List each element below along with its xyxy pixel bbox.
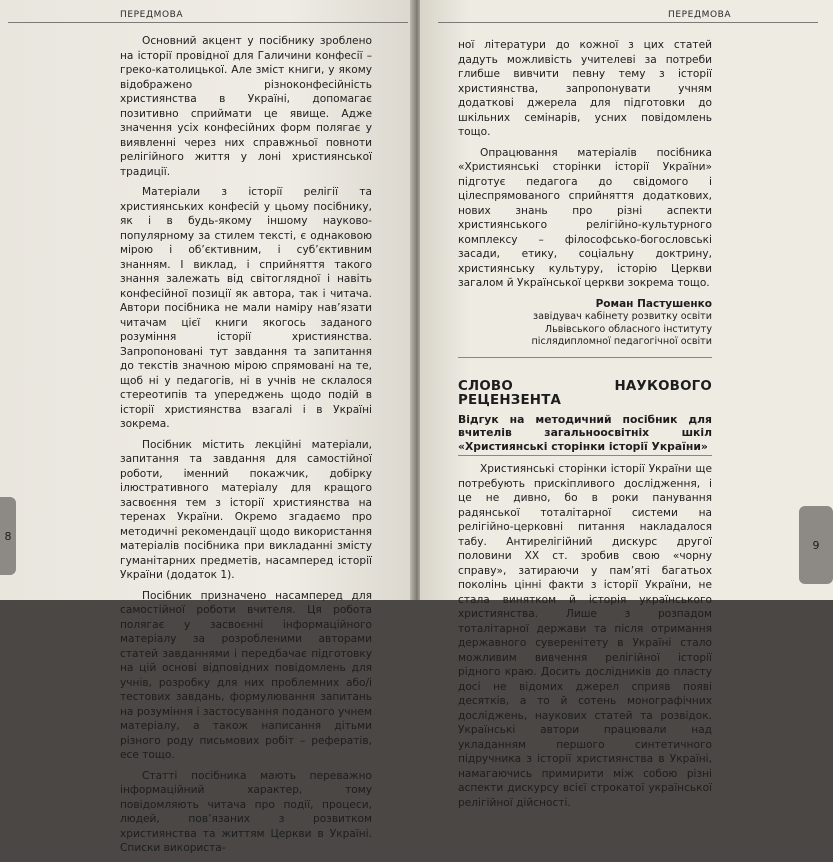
page-number-tab: [799, 506, 833, 584]
running-header: ПЕРЕДМОВА: [120, 10, 184, 20]
paragraph: Матеріали з історії релігії та християнських конфесій у цьому посібнику, як і в будь-якому іншому науково-популярному за стилем тексті, є однаковою мірою і об’єктивним, і суб’єктивним знанням. І виклад, і сприйняття такого знання залежать від світоглядної і навіть конфесійної позиції як автора, так і читача. Автори посібника не мали наміру нав’язати читачам цієї книги якогось заданого розуміння історії християнства. Запропоновані тут завдання та запитання до текстів значною мірою спрямовані на те, щоб ні у педагогів, ні в учнів не склалося стереотипів та упереджень щодо подій в історії християнства взагалі і в Україні зокрема.: [120, 186, 372, 430]
header-rule: [438, 22, 818, 23]
header-rule: [8, 22, 408, 23]
running-header: ПЕРЕДМОВА: [668, 10, 732, 20]
signature-role-line: Львівського обласного інституту: [544, 323, 712, 335]
page-number: 9: [812, 538, 820, 552]
paragraph: Статті посібника мають переважно інформаційний характер, тому повідомляють читача про події, процеси, людей, пов’язаних з розвитком християнства та життям Церкви в Україні. Списки використа-: [120, 769, 372, 854]
signature-role-line: завідувач кабінету розвитку освіти: [533, 311, 712, 322]
signature-name: Роман Пастушенко: [595, 297, 712, 310]
paragraph: Посібник призначено насамперед для самостійної роботи вчителя. Ця робота полягає у засвоєнні інформаційного матеріалу за розробленими авторами статей завданнями і передбачає підготовку на цій основі відповідних повідомлень для учнів, розробку для них проблемних або/і тестових завдань, формулювання запитань на розуміння і застосування поданого учнем матеріалу, а також написання дітьми різного роду письмових робіт – рефератів, есе тощо.: [120, 589, 372, 761]
page-number-tab: [0, 497, 16, 575]
right-page: [420, 0, 833, 809]
signature-role: [458, 311, 712, 349]
paragraph: Основний акцент у посібнику зроблено на історії провідної для Галичини конфесії – греко-католицької. Але зміст книги, у якому відображено різноконфесійність християнства в Україні, допомагає позитивно сприймати це явище. Адже значення усіх конфесійних форм полягає у виявленні через них справжньої повноти релігійного життя у лоні християнської традиції.: [120, 35, 372, 178]
signature-role-line: післядипломної педагогічної освіти: [531, 336, 712, 347]
section-title: СЛОВО НАУКОВОГО РЕЦЕНЗЕНТА: [458, 357, 712, 409]
page-number: 8: [4, 529, 12, 543]
paragraph: Християнські сторінки історії України ще потребують прискіпливого дослідження, і це не дивно, бо в роки панування радянської тоталітарної системи на релігійно-церковні питання накладалося табу. Антирелігійний дискурс другої половини XX ст. зробив свою «чорну справу», затираючи у пам’яті багатьох поколінь цінні факти з історії України, не стала винятком й історія українського християнства. Лише з розпадом тоталітарної держави та після отримання державного суверенітету в Україні стало можливим вивчення релігійної історії рідного краю. Досить дослідників до пласту досі не відомих джерел сприяв появі десятків, а то й сотень монографічних досліджень, наукових статей та розвідок. Українські автори працювали над укладанням першого синтетичного підручника з історії християнства в Україні, намагаючись примирити між собою різні аспекти дискурсу всієї строкатої української релігійної дійсності.: [458, 463, 712, 809]
left-page-body: [120, 34, 372, 862]
paragraph: Посібник містить лекційні матеріали, запитання та завдання для самостійної роботи, іменний покажчик, добірку ілюстративного матеріалу для кращого засвоєння тем з історії християнства на теренах України. Окремо згадаємо про методичні рекомендації щодо використання матеріалів посібника при викладанні змісту гуманітарних предметів, насамперед історії України (додаток 1).: [120, 438, 372, 581]
right-page-body: [458, 38, 712, 816]
paragraph: Опрацювання матеріалів посібника «Християнські сторінки історії України» підготує педагога до свідомого і цілеспрямованого сприйняття додаткових, нових знань про різні аспекти християнського релігійно-культурного комплексу – філософсько-богословські засади, етику, соціальну доктрину, християнську культуру, історію Церкви загалом й Української церкви зокрема тощо.: [458, 146, 712, 289]
paragraph: ної літератури до кожної з цих статей дадуть можливість учителеві за потреби глибше вивчити певну тему з історії християнства, запропонувати учням додаткові джерела для підготовки до шкільних семінарів, усних повідомлень тощо.: [458, 39, 712, 138]
review-heading: Відгук на методичний посібник для вчителів загальноосвітніх шкіл «Християнські сторінки історії України»: [458, 413, 712, 457]
left-page: [0, 0, 412, 854]
